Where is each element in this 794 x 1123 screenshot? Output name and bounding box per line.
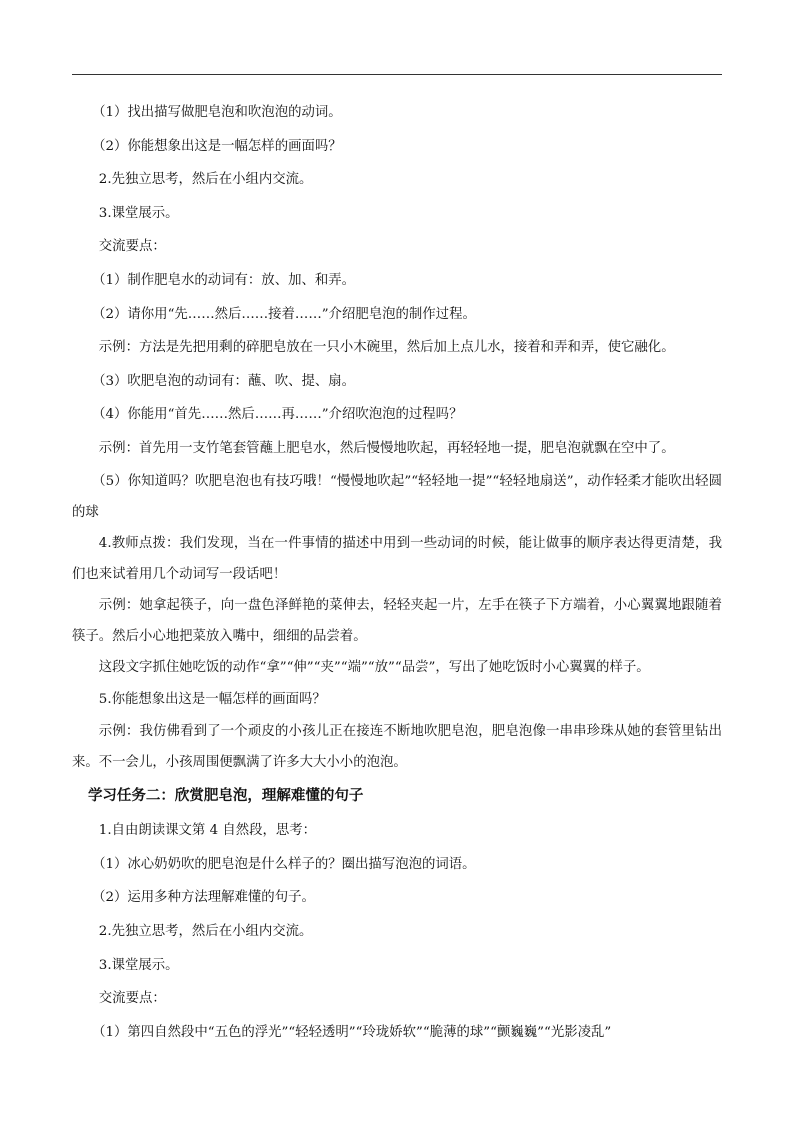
paragraph: 2.先独立思考，然后在小组内交流。: [98, 923, 313, 939]
paragraph: （5）你知道吗？吹肥皂泡也有技巧哦！“慢慢地吹起”“轻轻地一提”“轻轻地扇送”，动作轻柔才能吹出轻圆的球: [72, 473, 722, 520]
paragraph: （4）你能用“首先……然后……再……”介绍吹泡泡的过程吗？: [92, 407, 463, 423]
paragraph: （2）你能想象出这是一幅怎样的画面吗？: [92, 138, 342, 154]
paragraph: 1.自由朗读课文第 4 自然段，思考：: [98, 823, 317, 839]
document-body: [72, 96, 722, 1049]
paragraph: （2）运用多种方法理解难懂的句子。: [92, 890, 315, 906]
paragraph: （1）冰心奶奶吹的肥皂泡是什么样子的？圈出描写泡泡的词语。: [92, 856, 476, 872]
paragraph: 2.先独立思考，然后在小组内交流。: [98, 172, 313, 188]
paragraph: 4.教师点拨：我们发现，当在一件事情的描述中用到一些动词的时候，能让做事的顺序表达得更清楚，我们也来试着用几个动词写一段话吧！: [72, 535, 722, 582]
paragraph: 3.课堂展示。: [98, 957, 179, 973]
paragraph: 示例：她拿起筷子，向一盘色泽鲜艳的菜伸去，轻轻夹起一片，左手在筷子下方端着，小心翼翼地跟随着筷子。然后小心地把菜放入嘴中，细细的品尝着。: [72, 597, 722, 644]
paragraph: 5.你能想象出这是一幅怎样的画面吗？: [98, 691, 326, 707]
paragraph: 示例：首先用一支竹笔套管蘸上肥皂水，然后慢慢地吹起，再轻轻地一提，肥皂泡就飘在空中了。: [98, 440, 675, 456]
paragraph: 3.课堂展示。: [98, 205, 179, 221]
paragraph: 示例：方法是先把用剩的碎肥皂放在一只小木碗里，然后加上点儿水，接着和弄和弄，使它融化。: [98, 340, 675, 356]
paragraph: 这段文字抓住她吃饭的动作“拿”“伸”“夹”“端”“放”“品尝”，写出了她吃饭时小心翼翼的样子。: [98, 659, 650, 675]
paragraph: 交流要点：: [98, 991, 166, 1007]
paragraph: （2）请你用“先……然后……接着……”介绍肥皂泡的制作过程。: [92, 306, 476, 322]
paragraph: 示例：我仿佛看到了一个顽皮的小孩儿正在接连不断地吹肥皂泡，肥皂泡像一串串珍珠从她的套管里钻出来。不一会儿，小孩周围便飘满了许多大大小小的泡泡。: [72, 724, 722, 771]
header-rule: [72, 74, 722, 75]
paragraph: （3）吹肥皂泡的动词有：蘸、吹、提、扇。: [92, 373, 356, 389]
paragraph: （1）第四自然段中“五色的浮光”“轻轻透明”“玲珑娇软”“脆薄的球”“颤巍巍”“光影凌乱”: [92, 1024, 612, 1040]
paragraph: （1）制作肥皂水的动词有：放、加、和弄。: [92, 272, 356, 288]
paragraph: （1）找出描写做肥皂泡和吹泡泡的动词。: [92, 105, 342, 120]
paragraph: 交流要点：: [98, 239, 166, 255]
section-heading: 学习任务二：欣赏肥皂泡，理解难懂的句子: [87, 788, 364, 805]
